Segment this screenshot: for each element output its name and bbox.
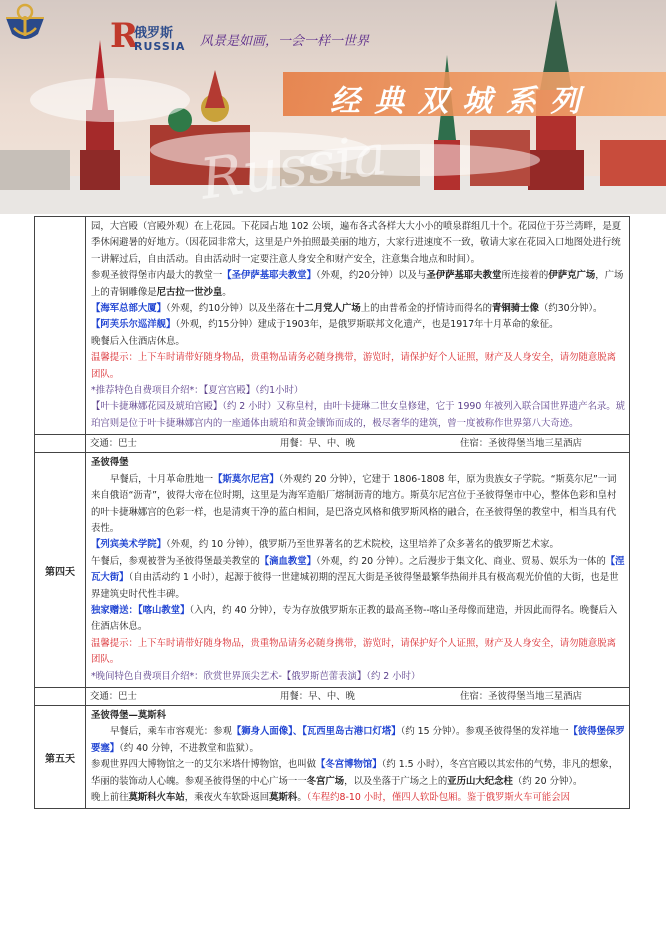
day4-warning: 温馨提示：上下车时请带好随身物品，贵重物品请务必随身携带，游览时，请保护好个人证照，财产及人身安全，请勿随意脱离团队。 — [91, 637, 617, 666]
day3-info — [90, 436, 625, 451]
header-banner — [0, 0, 666, 214]
day4-optional: *晚间特色自费项目介绍*：欣赏世界顶尖艺术-【俄罗斯芭蕾表演】（约 2 小时） — [91, 670, 421, 682]
day4-content — [86, 453, 630, 688]
day4-info-row — [35, 687, 630, 705]
brand-initial: R — [110, 16, 139, 56]
day4-title: 圣彼得堡 — [91, 457, 129, 469]
day3-content — [86, 217, 630, 435]
itinerary-sheet — [34, 216, 630, 809]
day3-aurora-text: 【阿芙乐尔巡洋舰】（外观，约15分钟）建成于1903年，是俄罗斯联邦文化遗产，也是1917年十月革命的象征。 — [91, 319, 559, 331]
day3-label-cell — [35, 217, 86, 435]
day5-row — [35, 705, 630, 808]
day3-evening-text: 晚餐后入住酒店休息。 — [91, 335, 185, 347]
day5-title: 圣彼得堡—莫斯科 — [91, 709, 167, 721]
brand-name-en: RUSSIA — [134, 40, 186, 53]
day4-transport: 交通：巴士 — [90, 690, 137, 702]
day3-transport: 交通：巴士 — [90, 438, 137, 450]
day3-admiralty-text: 【海军总部大厦】（外观，约10分钟）以及坐落在十二月党人广场上的由普希金的抒情诗而得名的青铜骑士像（约30分钟）。 — [91, 303, 603, 315]
day3-hotel: 住宿：圣彼得堡当地三星酒店 — [460, 438, 582, 450]
day5-city-tour-text: 早餐后，乘车市容观光：参观【狮身人面像】、【瓦西里岛古港口灯塔】（约 15 分钟）。参观圣彼得堡的发祥地一【彼得堡保罗要塞】（约 40 分钟，不进教堂和监狱）。 — [91, 726, 625, 754]
day5-content — [86, 705, 630, 808]
day3-optional-detail: 【叶卡捷琳娜花园及琥珀宫殿】（约 2 小时）又称皇村，由叶卡捷琳二世女皇修建，它于 1990 年被列入联合国世界遗产名录。琥珀宫则是位于叶卡捷琳娜宫内的一座通体由琥珀和黄金镶饰而成的，极尽奢华的建筑，曾一度被称作世界第八大奇迹。 — [91, 401, 625, 429]
day3-garden-text: 园，大宫殿（宫殿外观）在上花园。下花园占地 102 公顷，遍布各式各样大大小小的喷泉群组几十个。花园位于芬兰湾畔，是夏季休闲避暑的好地方。（因花园非常大，这里是户外拍照最美丽的地方，大家行进速度不一致，敬请大家在花园入口地图处进行统一讲解过后，自由活动。自由活动时一定要注意人身安全和财产安全，注意集合地点和时间）。 — [91, 221, 622, 265]
series-title: 经典双城系列 — [330, 84, 594, 119]
day4-nevsky-text: 午餐后，参观被誉为圣彼得堡最美教堂的【滴血教堂】（外观，约 20 分钟）。之后漫步于集文化、商业、贸易、娱乐为一体的【涅瓦大街】（自由活动约 1 小时），起源于彼得一世建城初期的涅瓦大街是圣彼得堡最繁华热闹并具有极高观光价值的大街，也是世界建筑史时代性丰碑。 — [91, 555, 625, 600]
day5-train-text: 晚上前往莫斯科火车站，乘夜火车软卧返回莫斯科。（车程约8-10 小时，僅四人软卧包厢。鉴于俄罗斯火车可能会因 — [91, 792, 571, 803]
day4-meals: 用餐：早、中、晚 — [280, 690, 356, 702]
day4-row — [35, 453, 630, 688]
slogan: 风景是如画，一会一样一世界 — [200, 34, 370, 49]
day3-isaac-text: 参观圣彼得堡市内最大的教堂一【圣伊萨基耶夫教堂】（外观，约20分钟）以及与圣伊萨基耶夫教堂所连接着的伊萨克广场，广场上的青铜雕像是尼古拉一世沙皇。 — [91, 270, 624, 298]
day4-kazan-text: 独家赠送：【喀山教堂】（入内，约 40 分钟），专为存放俄罗斯东正教的最高圣物--喀山圣母像而建造，并因此而得名。晚餐后入住酒店休息。 — [91, 604, 618, 633]
day3-content-row — [35, 217, 630, 435]
day4-label: 第四天 — [35, 453, 86, 688]
anchor-logo-icon — [0, 0, 50, 46]
day3-meals: 用餐：早、中、晚 — [280, 438, 356, 450]
brand-name-cn: 俄罗斯 — [134, 26, 174, 41]
day3-warning: 温馨提示：上下车时请带好随身物品，贵重物品请务必随身携带，游览时，请保护好个人证照，财产及人身安全，请勿随意脱离团队。 — [91, 352, 617, 380]
day5-hermitage-text: 参观世界四大博物馆之一的艾尔米塔什博物馆，也叫做【冬宫博物馆】（约 1.5 小时），冬宫宫殿以其宏伟的气势，非凡的想象，华丽的装饰动人心魄。参观圣彼得堡的中心广场一一冬宫广场，以及坐落于广场之上的亚历山大纪念柱（约 20 分钟）。 — [91, 759, 619, 787]
day4-repin-text: 【列宾美术学院】（外观，约 10 分钟），俄罗斯乃至世界著名的艺术院校，这里培养了众多著名的俄罗斯艺术家。 — [91, 539, 559, 551]
russia-watermark: Russia — [196, 122, 391, 213]
day4-hotel: 住宿：圣彼得堡当地三星酒店 — [460, 690, 582, 702]
day4-info — [90, 689, 625, 704]
day4-smolny-text: 早餐后，十月革命胜地一【斯莫尔尼宫】（外观约 20 分钟），它建于 1806-1808 年，原为贵族女子学院。“斯莫尔尼”一词来自俄语“沥青”，彼得大帝在位时期，这里是为海军造船厂熔制沥青的地方。斯莫尔尼宫位于圣彼得堡市中心，整体色彩和皇村的叶卡捷琳娜宫的色彩一样，也是清爽干净的蓝白相间，是巴洛克风格和俄罗斯风格的融合，在圣彼得堡的教堂中，相当具有代表性。 — [91, 473, 617, 534]
day3-info-row — [35, 435, 630, 453]
itinerary-table — [34, 216, 630, 809]
day5-label: 第五天 — [35, 705, 86, 808]
day3-optional: *推荐特色自费项目介绍*：【夏宫宫殿】（约1小时） — [91, 385, 304, 397]
